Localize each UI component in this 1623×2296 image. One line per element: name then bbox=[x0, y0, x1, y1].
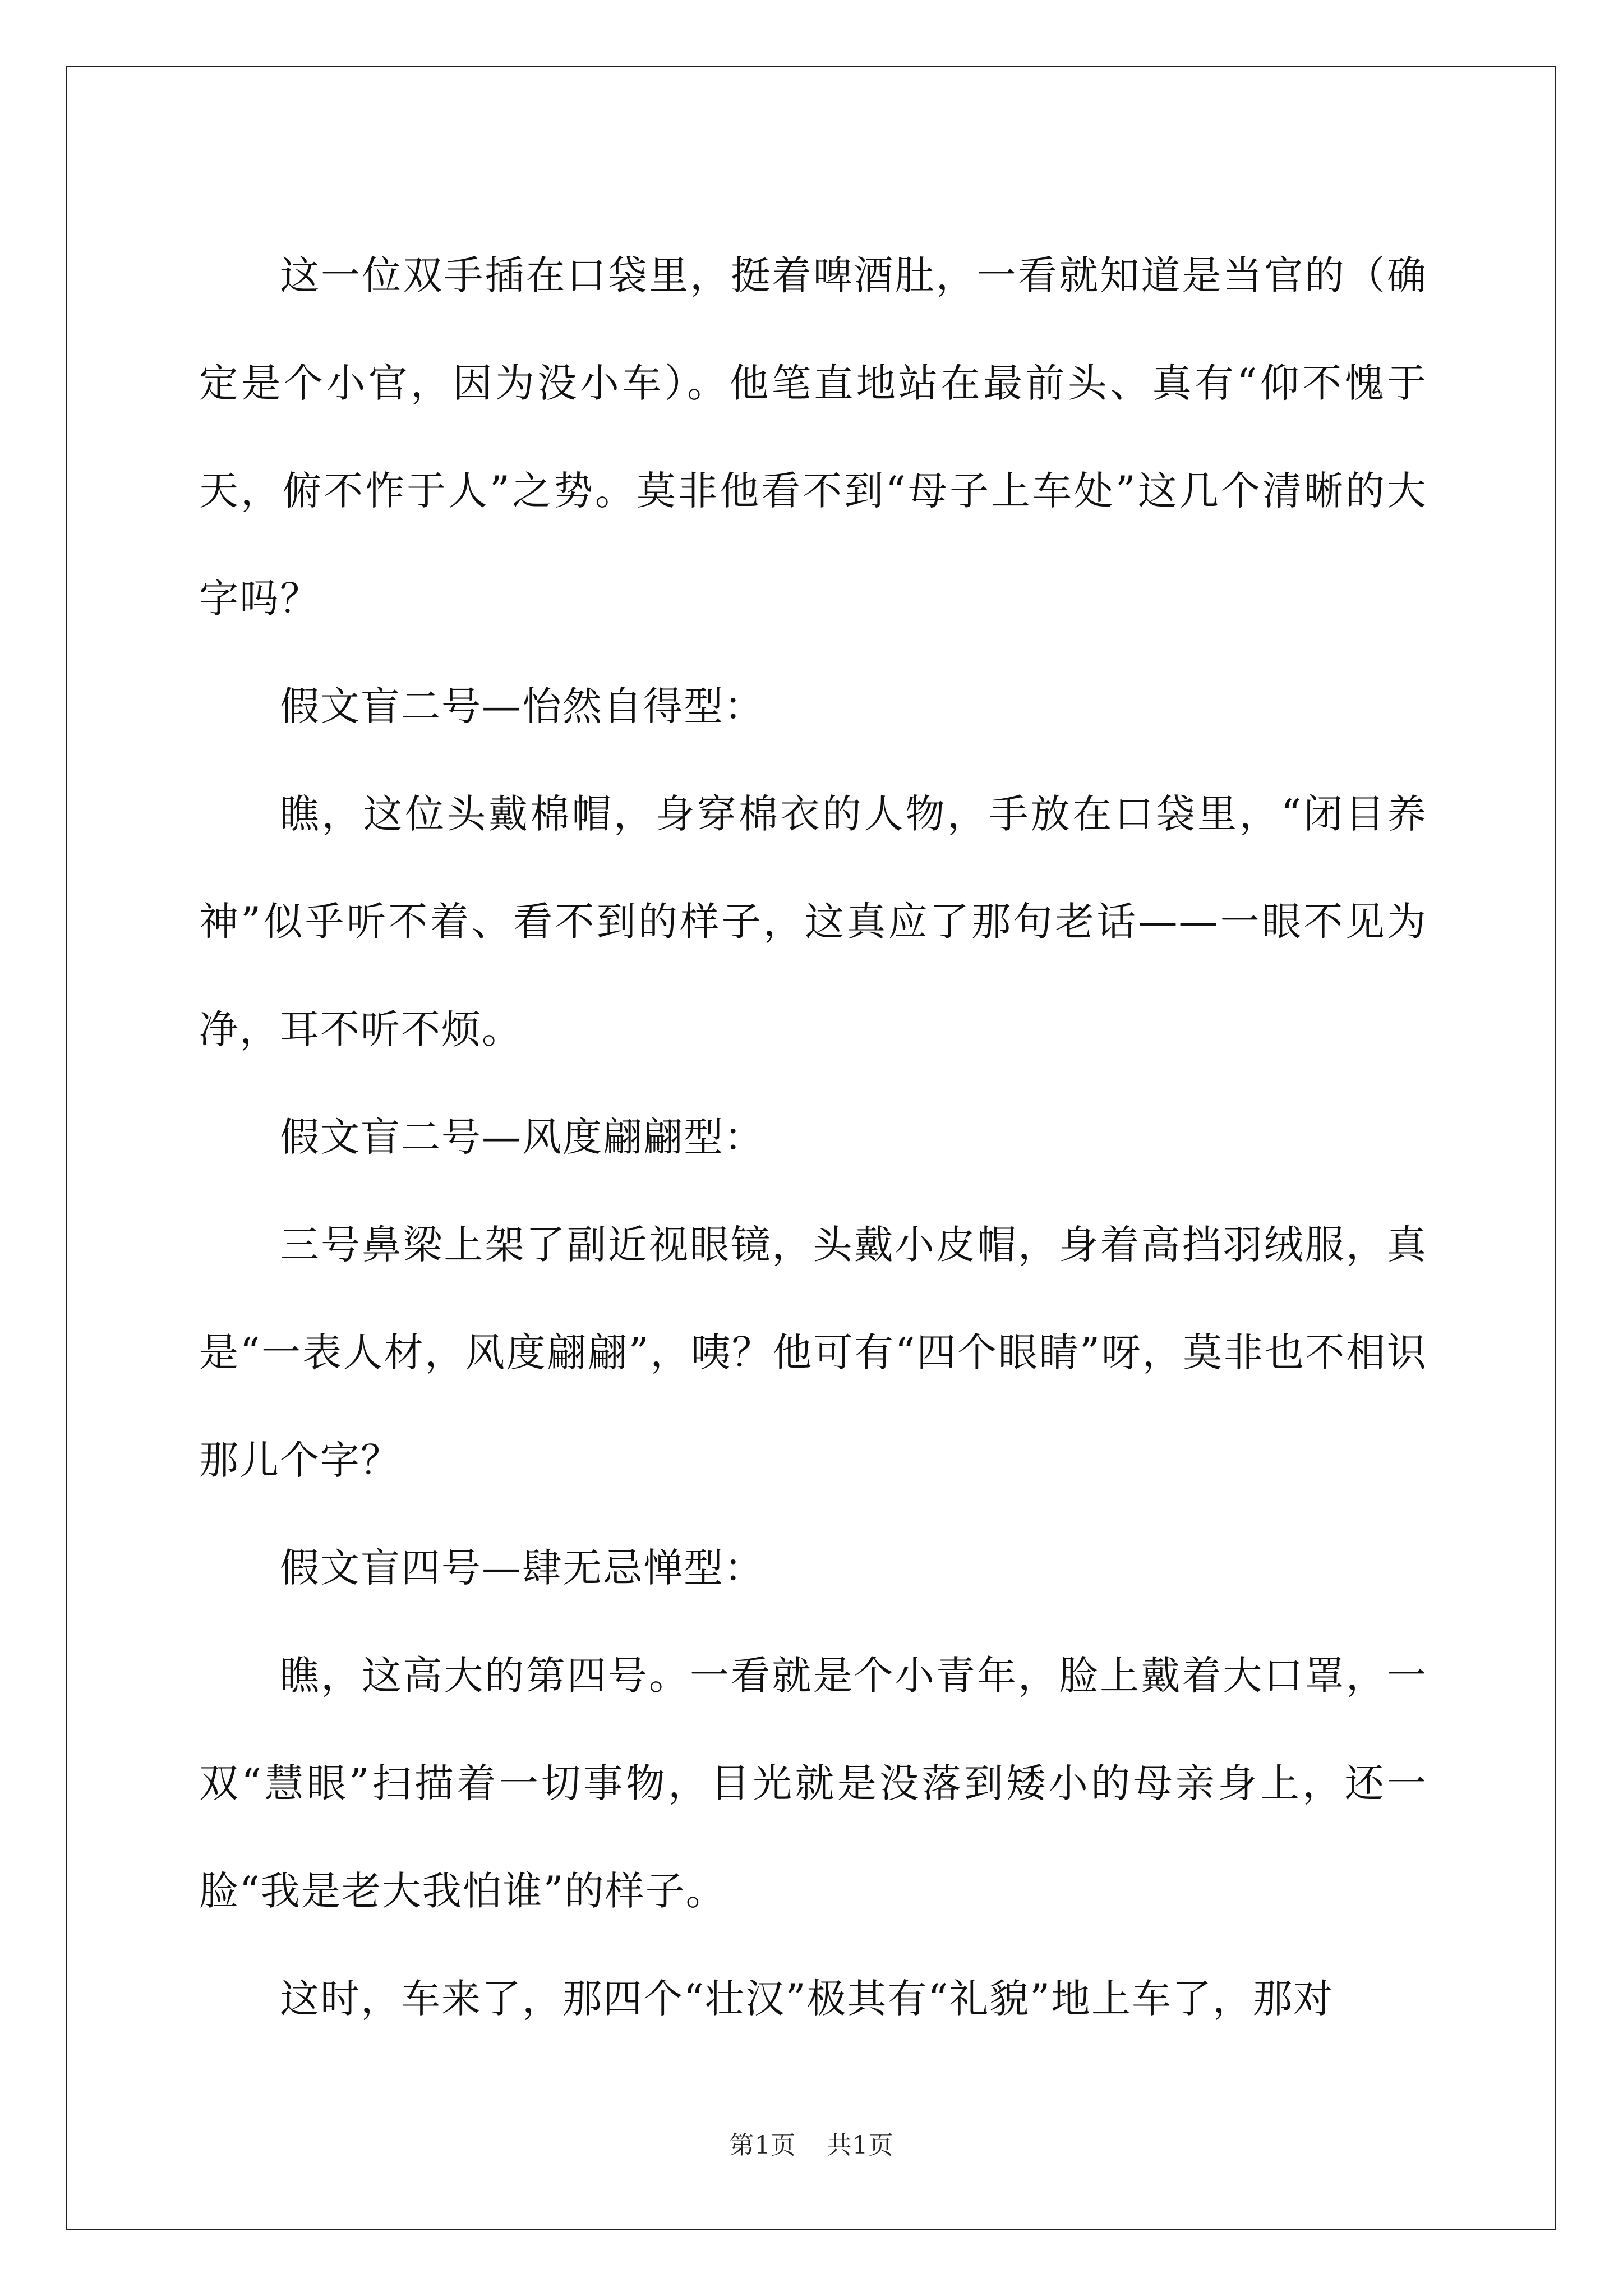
paragraph-3: 瞧，这位头戴棉帽，身穿棉衣的人物，手放在口袋里，“闭目养神”似乎听不着、看不到的样子，这真应了那句老话——一眼不见为净，耳不听不烦。 bbox=[199, 791, 1427, 1052]
paragraph-7: 瞧，这高大的第四号。一看就是个小青年，脸上戴着大口罩，一双“慧眼”扫描着一切事物，目光就是没落到矮小的母亲身上，还一脸“我是老大我怕谁”的样子。 bbox=[199, 1653, 1427, 1914]
paragraph-5: 三号鼻梁上架了副近视眼镜，头戴小皮帽，身着高挡羽绒服，真是“一表人材，风度翩翩”，咦？他可有“四个眼睛”呀，莫非也不相识那儿个字？ bbox=[199, 1222, 1427, 1483]
paragraph-1: 这一位双手插在口袋里，挺着啤酒肚，一看就知道是当官的（确定是个小官，因为没小车）。他笔直地站在最前头、真有“仰不愧于天，俯不怍于人”之势。莫非他看不到“母子上车处”这几个清晰的大字吗？ bbox=[199, 252, 1427, 622]
document-body bbox=[199, 222, 1427, 2053]
page-total: 共1页 bbox=[827, 2131, 894, 2160]
page-number: 第1页 bbox=[729, 2131, 796, 2160]
paragraph-4-heading: 假文盲二号—风度翩翩型： bbox=[280, 1114, 764, 1160]
page-footer bbox=[0, 2125, 1623, 2161]
paragraph-2-heading: 假文盲二号—怡然自得型： bbox=[280, 683, 764, 729]
paragraph-6-heading: 假文盲四号—肆无忌惮型： bbox=[280, 1545, 764, 1591]
paragraph-8: 这时，车来了，那四个“壮汉”极其有“礼貌”地上车了，那对 bbox=[280, 1976, 1334, 2022]
